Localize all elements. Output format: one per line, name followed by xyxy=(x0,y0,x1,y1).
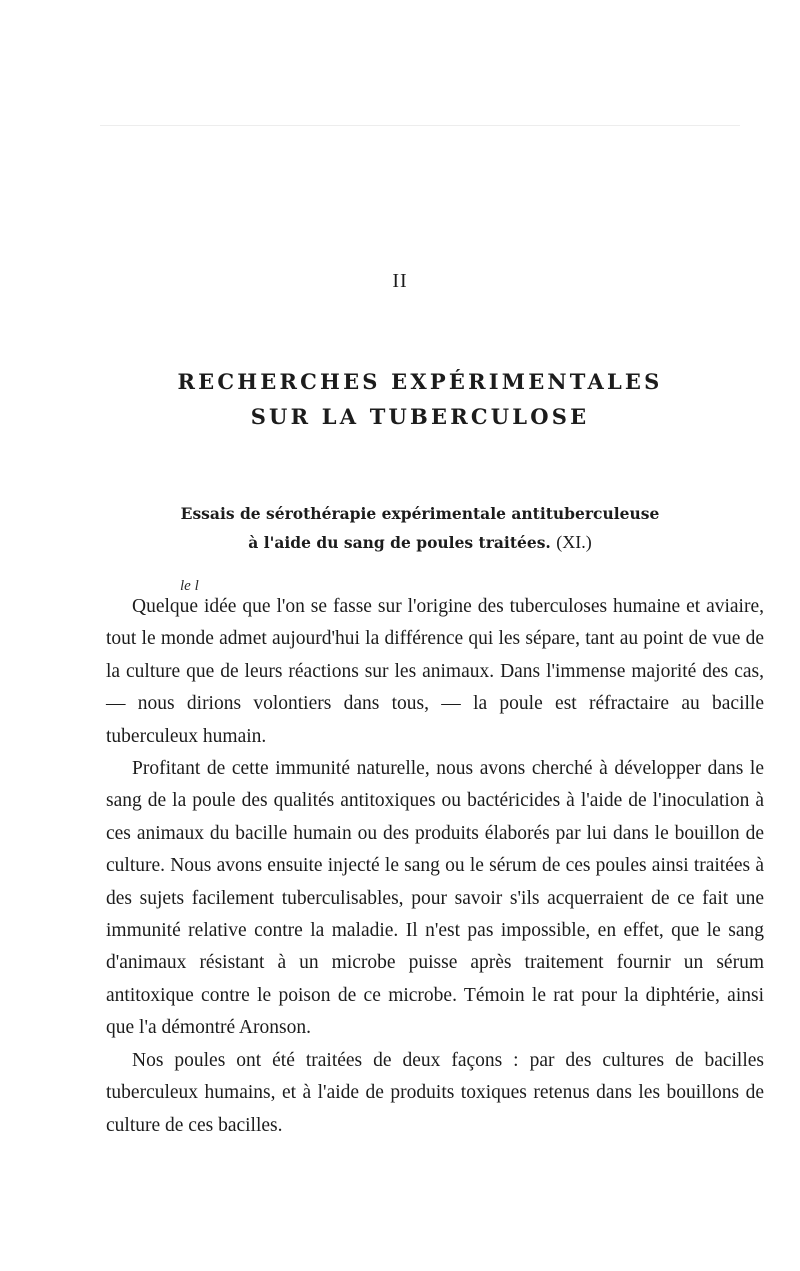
handwritten-correction: le l xyxy=(180,578,199,594)
chapter-title-line-2: SUR LA TUBERCULOSE xyxy=(250,404,590,429)
section-subtitle-line-1: Essais de sérothérapie expérimentale antituberculeuse xyxy=(180,504,660,523)
section-reference: (XI.) xyxy=(556,532,592,552)
chapter-title-line-1: RECHERCHES EXPÉRIMENTALES xyxy=(177,369,663,394)
section-subtitle-line-2 xyxy=(90,528,750,557)
paragraph-2: Profitant de cette immunité naturelle, nous avons cherché à développer dans le sang de la poule des qualités antitoxiques ou bactéricides à l'aide de l'inoculation à ces animaux du bacille humain ou des produits élaborés par lui dans le bouillon de culture. Nous avons ensuite injecté le sang ou le sérum de ces poules ainsi traitées à des sujets facilement tuberculisables, pour savoir s'ils acquerraient de ce fait une immunité relative contre la maladie. Il n'est pas impossible, en effet, que le sang d'animaux résistant à un microbe puisse après traitement fournir un sérum antitoxique contre le poison de ce microbe. Témoin le rat pour la diphtérie, ainsi que l'a démontré Aronson. xyxy=(106,758,764,1039)
paragraph-3: Nos poules ont été traitées de deux façons : par des cultures de bacilles tuberculeux humains, et à l'aide de produits toxiques retenus dans les bouillons de culture de ces bacilles. xyxy=(106,1049,764,1136)
chapter-title xyxy=(90,364,750,434)
section-number: II xyxy=(392,270,408,292)
bleed-through-rule xyxy=(100,125,740,126)
paragraph-1: Quelque idée que l'on se fasse sur l'origine des tuberculoses humaine et aviaire, tout le monde admet aujourd'hui la différence qui les sépare, tant au point de vue de la culture que de leurs réactions sur les animaux. Dans l'immense majorité des cas, — nous dirions volontiers dans tous, — la poule est réfractaire au bacille tuberculeux humain. xyxy=(106,596,764,747)
section-subtitle xyxy=(90,500,750,557)
section-subtitle-text: à l'aide du sang de poules traitées. xyxy=(248,533,551,552)
body-text xyxy=(106,591,764,1142)
